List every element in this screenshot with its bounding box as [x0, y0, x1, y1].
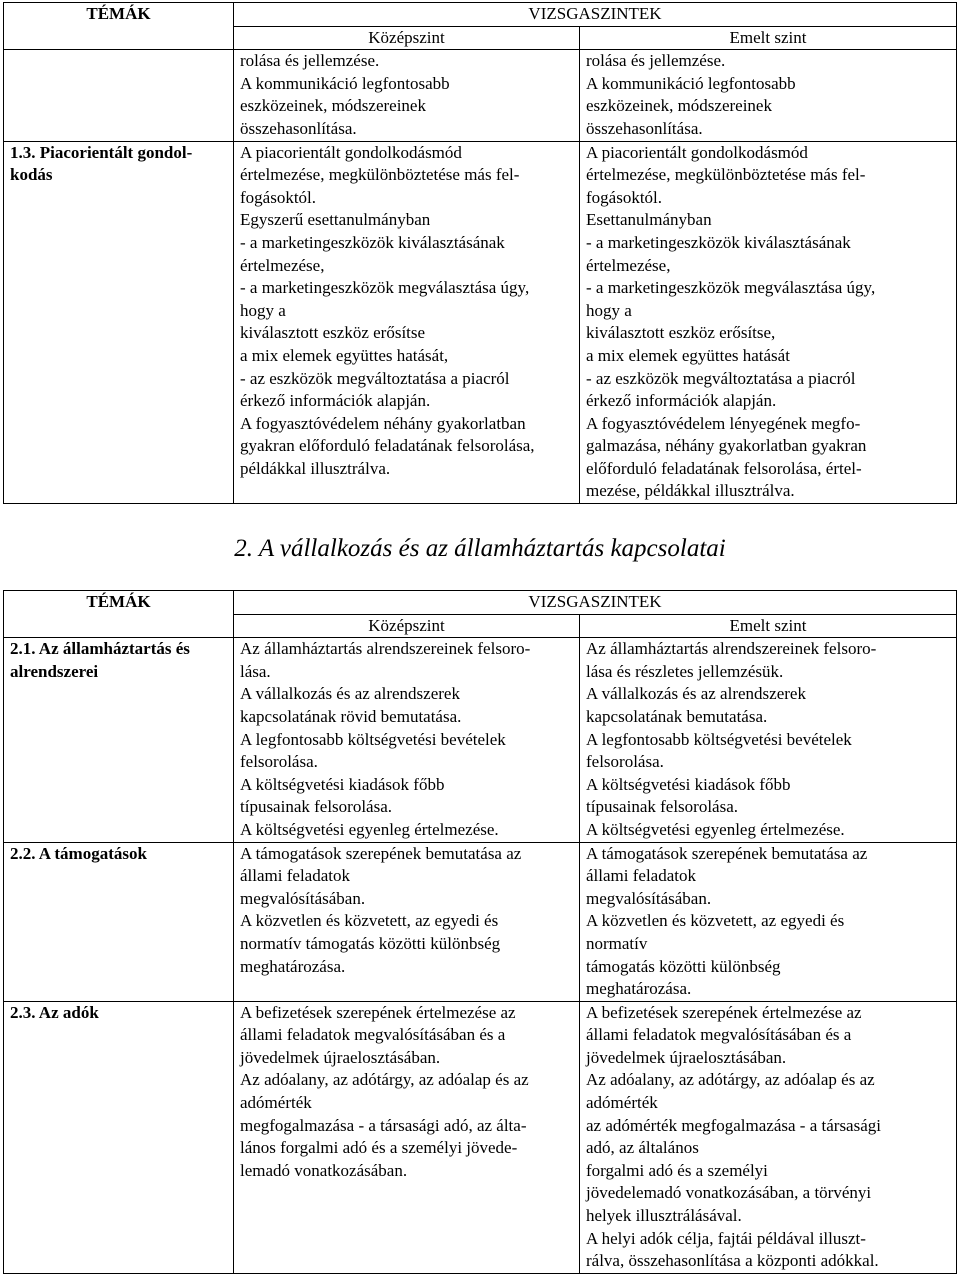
adv-level-cell	[580, 50, 957, 141]
text-line: hogy a	[240, 300, 286, 320]
exam-levels-header: VIZSGASZINTEK	[234, 3, 957, 27]
text-line: A fogyasztóvédelem lényegének megfo-	[586, 413, 861, 433]
mid-level-cell	[234, 141, 580, 504]
adv-level-cell	[580, 141, 957, 504]
text-line: A fogyasztóvédelem néhány gyakorlatban	[240, 413, 526, 433]
text-line: Az adóalany, az adótárgy, az adóalap és az	[240, 1070, 529, 1090]
exam-levels-header: VIZSGASZINTEK	[234, 591, 957, 615]
text-line: Egyszerű esettanulmányban	[240, 210, 431, 230]
text-line: a mix elemek együttes hatását	[586, 345, 790, 365]
adv-level-cell	[580, 638, 957, 842]
text-line: érkező információk alapján.	[240, 391, 431, 411]
topic-cell	[4, 842, 234, 1001]
text-line: A költségvetési egyenleg értelmezése.	[586, 819, 845, 839]
text-line: megvalósításában.	[240, 888, 366, 908]
table-row	[4, 1001, 957, 1273]
text-line: összehasonlítása.	[240, 118, 357, 138]
text-line: forgalmi adó és a személyi	[586, 1160, 768, 1180]
table-header-row	[4, 591, 957, 615]
text-line: érkező információk alapján.	[586, 391, 777, 411]
text-line: A támogatások szerepének bemutatása az	[586, 843, 868, 863]
text-line: 1.3. Piacorientált gondol-	[10, 142, 193, 162]
text-line: adómérték	[586, 1093, 658, 1113]
mid-level-cell	[234, 50, 580, 141]
text-line: Az adóalany, az adótárgy, az adóalap és az	[586, 1070, 875, 1090]
text-line: példákkal illusztrálva.	[240, 458, 391, 478]
text-line: jövedelemadó vonatkozásában, a törvényi	[586, 1183, 872, 1203]
text-line: rálva, összehasonlítása a központi adókkal.	[586, 1251, 879, 1271]
mid-level-cell	[234, 638, 580, 842]
text-line: - az eszközök megváltoztatása a piacról	[240, 368, 510, 388]
text-line: helyek illusztrálásával.	[586, 1206, 742, 1226]
text-line: lemadó vonatkozásában.	[240, 1160, 408, 1180]
text-line: lános forgalmi adó és a személyi jövede-	[240, 1138, 518, 1158]
text-line: fogásoktól.	[240, 187, 317, 207]
text-line: A piacorientált gondolkodásmód	[586, 142, 808, 162]
text-line: - a marketingeszközök kiválasztásának	[586, 232, 851, 252]
text-line: típusainak felsorolása.	[586, 797, 739, 817]
text-line: A támogatások szerepének bemutatása az	[240, 843, 522, 863]
text-line: mezése, példákkal illusztrálva.	[586, 481, 795, 501]
text-line: rolása és jellemzése.	[586, 51, 726, 71]
text-line: előforduló feladatának felsorolása, értel-	[586, 458, 862, 478]
text-line: A költségvetési kiadások főbb	[586, 774, 791, 794]
text-line: állami feladatok megvalósításában és a	[240, 1025, 506, 1045]
text-line: lása.	[240, 661, 271, 681]
text-line: értelmezése, megkülönböztetése más fel-	[240, 165, 520, 185]
text-line: A befizetések szerepének értelmezése az	[586, 1002, 862, 1022]
text-line: A költségvetési kiadások főbb	[240, 774, 445, 794]
section-title: 2. A vállalkozás és az államháztartás kapcsolatai	[234, 535, 726, 562]
text-line: - a marketingeszközök kiválasztásának	[240, 232, 505, 252]
adv-level-cell	[580, 842, 957, 1001]
text-line: típusainak felsorolása.	[240, 797, 393, 817]
adv-level-header: Emelt szint	[580, 614, 957, 638]
topics-header: TÉMÁK	[4, 3, 234, 50]
text-line: a mix elemek együttes hatását,	[240, 345, 449, 365]
text-line: az adómérték megfogalmazása - a társasági	[586, 1115, 881, 1135]
mid-level-cell	[234, 842, 580, 1001]
text-line: értelmezése,	[240, 255, 325, 275]
adv-level-header: Emelt szint	[580, 26, 957, 50]
text-line: A legfontosabb költségvetési bevételek	[240, 729, 506, 749]
topic-cell	[4, 50, 234, 141]
text-line: adómérték	[240, 1093, 312, 1113]
text-line: meghatározása.	[240, 956, 346, 976]
text-line: A közvetlen és közvetett, az egyedi és	[586, 911, 845, 931]
exam-table-2	[3, 590, 957, 1274]
text-line: értelmezése, megkülönböztetése más fel-	[586, 165, 866, 185]
text-line: állami feladatok	[240, 866, 350, 886]
table-header-row	[4, 3, 957, 27]
text-line: gyakran előforduló feladatának felsorolása,	[240, 436, 535, 456]
table-row	[4, 638, 957, 842]
topics-header: TÉMÁK	[4, 591, 234, 638]
text-line: A vállalkozás és az alrendszerek	[240, 684, 460, 704]
table-row	[4, 842, 957, 1001]
text-line: A kommunikáció legfontosabb	[240, 73, 450, 93]
text-line: A helyi adók célja, fajtái példával illuszt-	[586, 1228, 866, 1248]
text-line: jövedelmek újraelosztásában.	[586, 1047, 787, 1067]
text-line: A legfontosabb költségvetési bevételek	[586, 729, 852, 749]
text-line: megvalósításában.	[586, 888, 712, 908]
text-line: 2.2. A támogatások	[10, 843, 147, 863]
text-line: felsorolása.	[586, 752, 664, 772]
text-line: felsorolása.	[240, 752, 318, 772]
text-line: támogatás közötti különbség	[586, 956, 781, 976]
text-line: - a marketingeszközök megválasztása úgy,	[586, 278, 876, 298]
text-line: 2.1. Az államháztartás és	[10, 639, 190, 659]
text-line: normatív támogatás közötti különbség	[240, 933, 501, 953]
text-line: lása és részletes jellemzésük.	[586, 661, 784, 681]
text-line: Az államháztartás alrendszereinek felsoro-	[586, 639, 877, 659]
text-line: kiválasztott eszköz erősítse	[240, 323, 426, 343]
text-line: A befizetések szerepének értelmezése az	[240, 1002, 516, 1022]
text-line: galmazása, néhány gyakorlatban gyakran	[586, 436, 867, 456]
table-row	[4, 50, 957, 141]
text-line: fogásoktól.	[586, 187, 663, 207]
table-row	[4, 141, 957, 504]
text-line: kiválasztott eszköz erősítse,	[586, 323, 776, 343]
text-line: értelmezése,	[586, 255, 671, 275]
text-line: megfogalmazása - a társasági adó, az álta-	[240, 1115, 527, 1135]
text-line: normatív	[586, 933, 648, 953]
text-line: összehasonlítása.	[586, 118, 703, 138]
text-line: alrendszerei	[10, 661, 99, 681]
text-line: eszközeinek, módszereinek	[240, 96, 426, 116]
text-line: kodás	[10, 165, 53, 185]
text-line: A piacorientált gondolkodásmód	[240, 142, 462, 162]
text-line: A kommunikáció legfontosabb	[586, 73, 796, 93]
text-line: jövedelmek újraelosztásában.	[240, 1047, 441, 1067]
text-line: Esettanulmányban	[586, 210, 712, 230]
exam-table-1	[3, 2, 957, 504]
text-line: kapcsolatának bemutatása.	[586, 706, 768, 726]
text-line: adó, az általános	[586, 1138, 699, 1158]
adv-level-cell	[580, 1001, 957, 1273]
text-line: A vállalkozás és az alrendszerek	[586, 684, 806, 704]
mid-level-header: Középszint	[234, 614, 580, 638]
mid-level-header: Középszint	[234, 26, 580, 50]
text-line: - az eszközök megváltoztatása a piacról	[586, 368, 856, 388]
topic-cell	[4, 1001, 234, 1273]
text-line: A közvetlen és közvetett, az egyedi és	[240, 911, 499, 931]
topic-cell	[4, 638, 234, 842]
text-line: eszközeinek, módszereinek	[586, 96, 772, 116]
text-line: állami feladatok	[586, 866, 696, 886]
text-line: A költségvetési egyenleg értelmezése.	[240, 819, 499, 839]
text-line: kapcsolatának rövid bemutatása.	[240, 706, 462, 726]
text-line: rolása és jellemzése.	[240, 51, 380, 71]
topic-cell	[4, 141, 234, 504]
text-line: 2.3. Az adók	[10, 1002, 99, 1022]
text-line: Az államháztartás alrendszereinek felsoro-	[240, 639, 531, 659]
text-line: meghatározása.	[586, 979, 692, 999]
text-line: - a marketingeszközök megválasztása úgy,	[240, 278, 530, 298]
text-line: állami feladatok megvalósításában és a	[586, 1025, 852, 1045]
text-line: hogy a	[586, 300, 632, 320]
mid-level-cell	[234, 1001, 580, 1273]
